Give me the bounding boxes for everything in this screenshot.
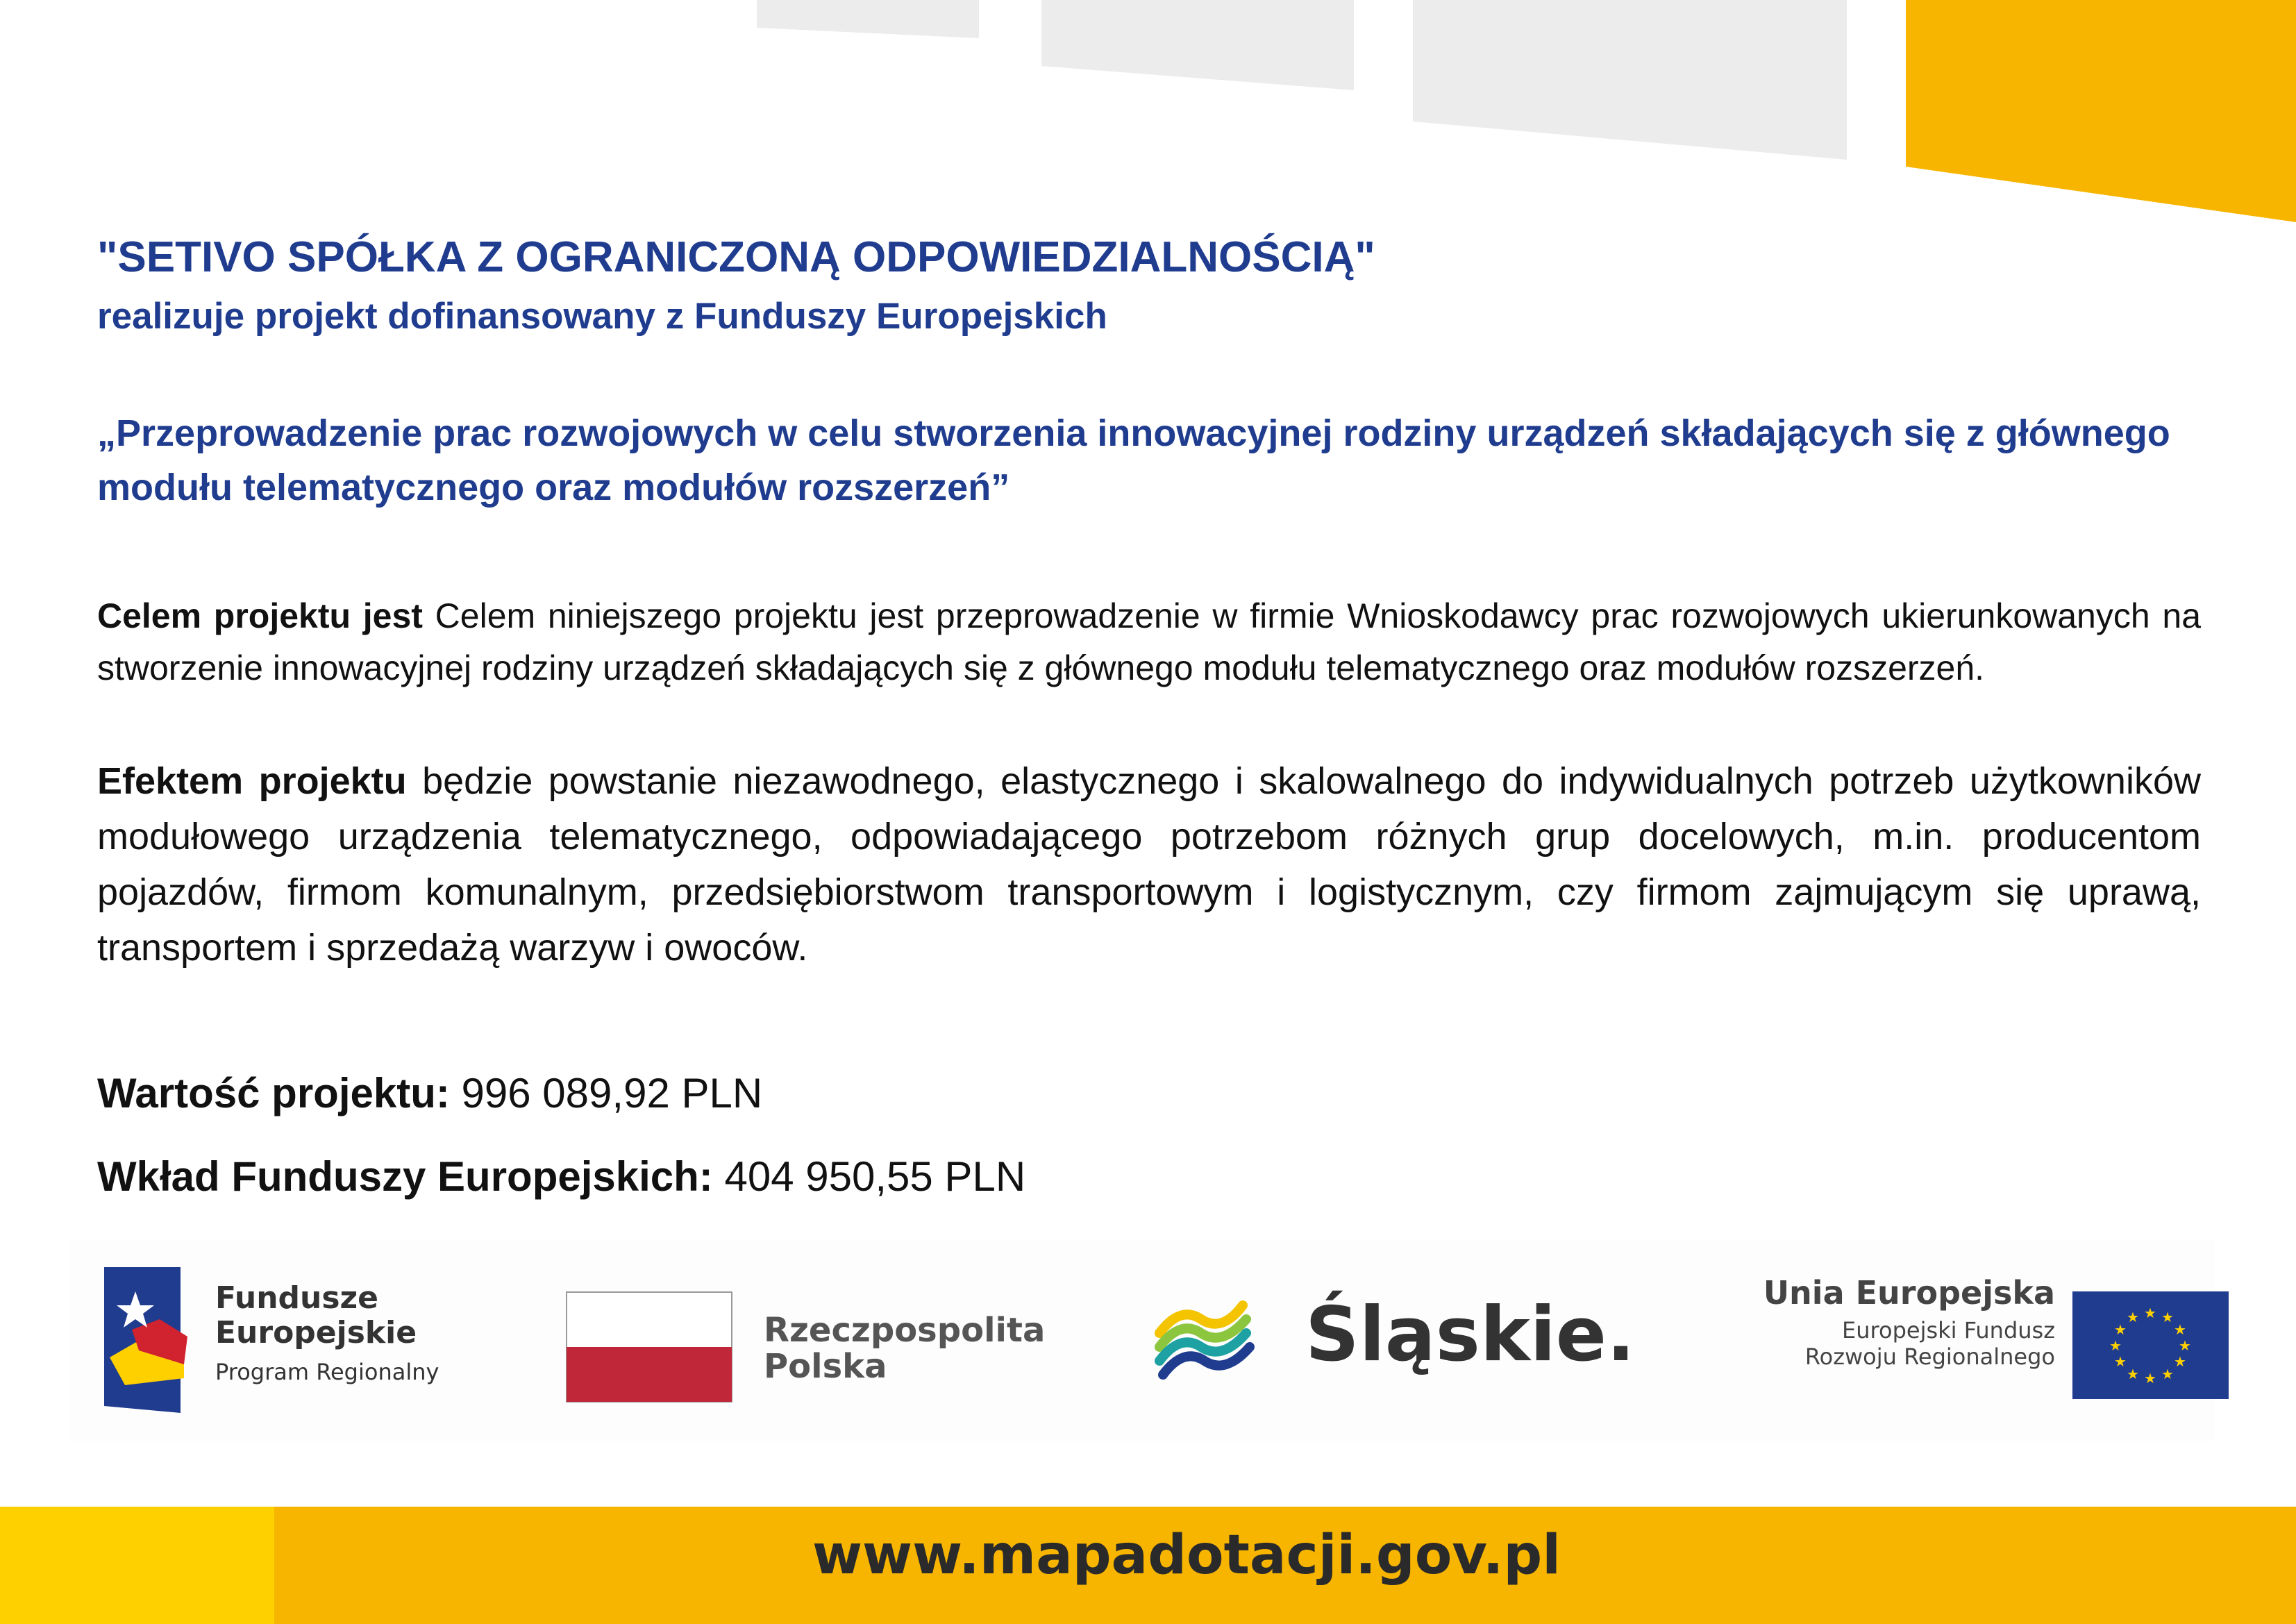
project-effect — [97, 753, 2201, 976]
rp-line1: Rzeczpospolita — [764, 1311, 1046, 1350]
rp-line2: Polska — [764, 1347, 887, 1386]
fe-line3: Program Regionalny — [215, 1359, 439, 1385]
svg-text:★: ★ — [2174, 1321, 2186, 1338]
grey-band-2 — [1041, 0, 1354, 90]
value-amount: 996 089,92 PLN — [449, 1070, 763, 1116]
svg-text:★: ★ — [2109, 1337, 2122, 1354]
svg-text:★: ★ — [2144, 1370, 2156, 1387]
grey-band-1 — [757, 0, 979, 38]
grey-band-3 — [1413, 0, 1847, 160]
svg-text:★: ★ — [2179, 1337, 2191, 1354]
fund-amount: 404 950,55 PLN — [712, 1153, 1026, 1200]
slaskie-text: Śląskie. — [1305, 1291, 1636, 1378]
effect-text: będzie powstanie niezawodnego, elastycznego i skalowalnego do indywidualnych potrzeb użytkowników modułowego urządzenia telematycznego, odpowiadającego potrzebom różnych grup docelowych, m.in. producentom pojazdów, firmom komunalnym, przedsiębiorstwom transportowym i logistycznym, czy firmom zajmującym się uprawą, transportem i sprzedażą warzyw i owoców. — [97, 760, 2201, 969]
svg-text:★: ★ — [2127, 1366, 2139, 1382]
svg-text:★: ★ — [2114, 1321, 2127, 1338]
project-goal — [97, 590, 2201, 694]
yellow-corner — [1906, 0, 2296, 222]
svg-text:★: ★ — [2114, 1353, 2127, 1370]
company-name: "SETIVO SPÓŁKA Z OGRANICZONĄ ODPOWIEDZIALNOŚCIĄ" — [97, 233, 1375, 281]
eu-flag-icon — [2072, 1291, 2229, 1399]
fundusze-europejskie-logo-icon — [104, 1267, 187, 1413]
goal-text: Celem niniejszego projektu jest przeprowadzenie w firmie Wnioskodawcy prac rozwojowych ukierunkowanych na stworzenie innowacyjnej rodziny urządzeń składających się z głównego modułu telematycznego oraz modułów rozszerzeń. — [97, 596, 2201, 687]
polish-flag-icon — [566, 1291, 732, 1403]
project-title: „Przeprowadzenie prac rozwojowych w celu stworzenia innowacyjnej rodziny urządzeń składających się z głównego modułu telematycznego oraz modułów rozszerzeń” — [97, 412, 2170, 508]
value-label: Wartość projektu: — [97, 1070, 450, 1116]
footer-url-link[interactable]: www.mapadotacji.gov.pl — [812, 1524, 1561, 1587]
project-value — [97, 1069, 2201, 1117]
footer-band-light — [0, 1507, 274, 1624]
fe-line2: Europejskie — [215, 1315, 417, 1350]
ue-line1: Unia Europejska — [1763, 1274, 2055, 1312]
eu-fund-contribution — [97, 1153, 2201, 1200]
svg-text:★: ★ — [2161, 1309, 2174, 1325]
fe-line1: Fundusze — [215, 1280, 378, 1316]
svg-text:★: ★ — [2127, 1309, 2139, 1325]
svg-text:★: ★ — [2144, 1305, 2156, 1321]
svg-text:★: ★ — [2174, 1353, 2186, 1370]
ue-line2: Europejski Fundusz — [1842, 1317, 2055, 1343]
effect-label: Efektem projektu — [97, 760, 407, 802]
goal-label: Celem projektu jest — [97, 596, 423, 635]
svg-text:★: ★ — [2161, 1366, 2174, 1382]
slaskie-waves-icon — [1153, 1291, 1257, 1389]
subtitle: realizuje projekt dofinansowany z Funduszy Europejskich — [97, 296, 1107, 337]
fund-label: Wkład Funduszy Europejskich: — [97, 1153, 713, 1200]
ue-line3: Rozwoju Regionalnego — [1804, 1343, 2055, 1370]
logo-strip — [69, 1239, 2215, 1441]
